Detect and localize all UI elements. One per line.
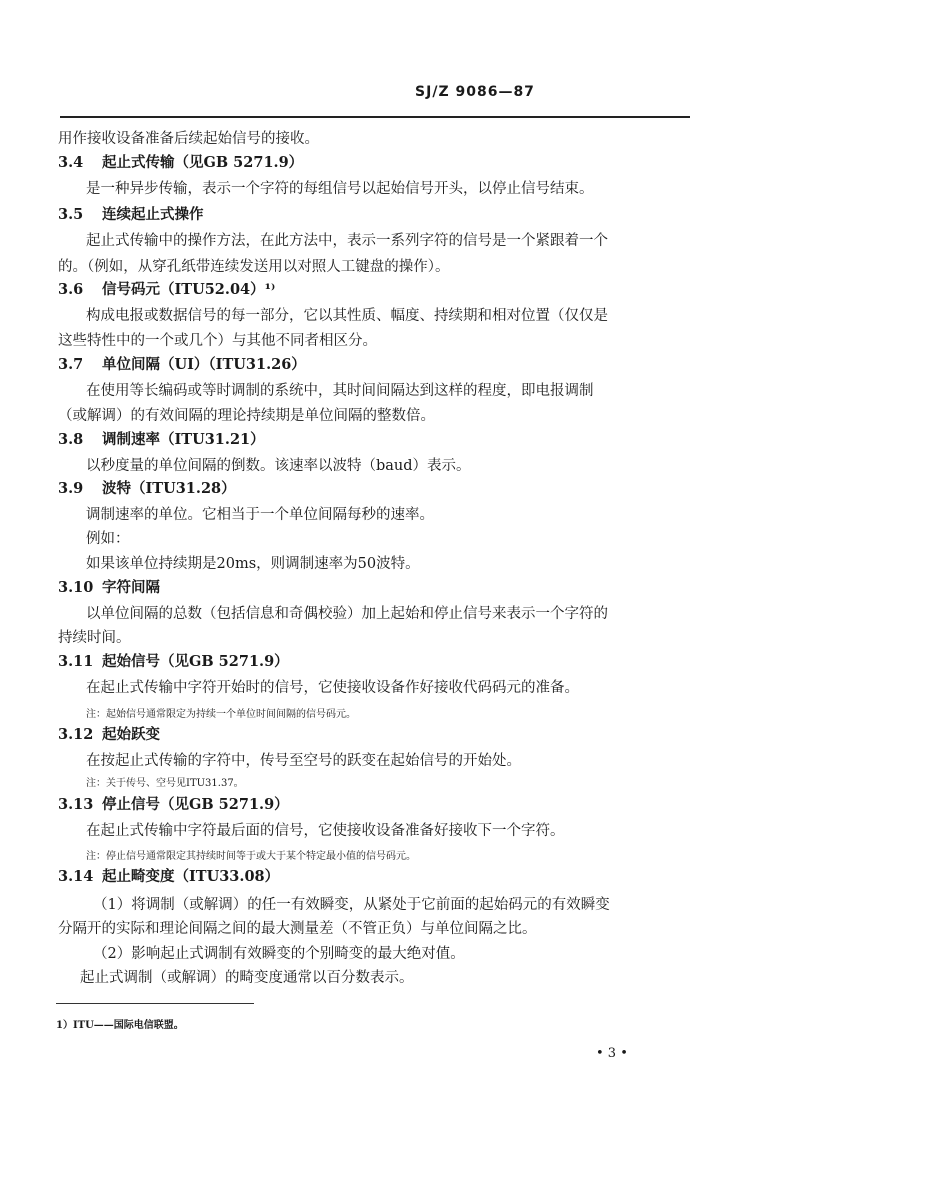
body-line: 调制速率的单位。它相当于一个单位间隔每秒的速率。: [86, 507, 434, 523]
body-line: 构成电报或数据信号的每一部分，它以其性质、幅度、持续期和相对位置（仅仅是: [86, 308, 608, 324]
note-line: 注：起始信号通常限定为持续一个单位时间间隔的信号码元。: [86, 709, 356, 720]
body-line: 是一种异步传输，表示一个字符的每组信号以起始信号开头，以停止信号结束。: [86, 181, 594, 197]
standard-code-header: SJ/Z 9086—87: [415, 84, 535, 100]
section-title: 起止式传输（见GB 5271.9）: [102, 154, 304, 171]
body-line: 在起止式传输中字符最后面的信号，它使接收设备准备好接收下一个字符。: [86, 823, 565, 839]
body-line: （2）影响起止式调制有效瞬变的个别畸变的最大绝对值。: [93, 946, 465, 962]
note-line: 注：关于传号、空号见ITU31.37。: [86, 778, 244, 789]
section-title: 停止信号（见GB 5271.9）: [102, 796, 289, 813]
section-heading-3-4: [58, 153, 303, 173]
section-title: 波特（ITU31.28）: [102, 480, 236, 497]
body-line: 起止式调制（或解调）的畸变度通常以百分数表示。: [80, 970, 414, 986]
section-heading-3-13: [58, 795, 289, 815]
section-heading-3-10: [58, 578, 160, 598]
section-title: 连续起止式操作: [102, 206, 204, 223]
section-number: 3.10: [58, 579, 94, 596]
page-number: • 3 •: [596, 1046, 628, 1061]
section-title: 字符间隔: [102, 579, 160, 596]
section-heading-3-14: [58, 867, 279, 887]
body-line: 持续时间。: [58, 630, 131, 646]
section-number: 3.14: [58, 868, 94, 885]
section-number: 3.4: [58, 154, 84, 171]
section-heading-3-9: [58, 479, 236, 499]
section-number: 3.11: [58, 653, 94, 670]
section-heading-3-11: [58, 652, 289, 672]
section-title: 单位间隔（UI）（ITU31.26）: [102, 356, 306, 373]
section-heading-3-7: [58, 355, 306, 375]
section-number: 3.6: [58, 281, 84, 298]
section-title: 信号码元（ITU52.04）¹⁾: [102, 281, 276, 298]
body-line: 起止式传输中的操作方法，在此方法中，表示一系列字符的信号是一个紧跟着一个: [86, 233, 608, 249]
body-line: 在起止式传输中字符开始时的信号，它使接收设备作好接收代码码元的准备。: [86, 680, 579, 696]
section-number: 3.12: [58, 726, 94, 743]
body-line: 分隔开的实际和理论间隔之间的最大测量差（不管正负）与单位间隔之比。: [58, 921, 537, 937]
section-title: 起始信号（见GB 5271.9）: [102, 653, 289, 670]
footnote: 1）ITU——国际电信联盟。: [56, 1020, 184, 1031]
body-line: 用作接收设备准备后续起始信号的接收。: [58, 131, 319, 147]
body-line: 在使用等长编码或等时调制的系统中，其时间间隔达到这样的程度，即电报调制: [86, 383, 594, 399]
section-title: 调制速率（ITU31.21）: [102, 431, 265, 448]
section-number: 3.8: [58, 431, 84, 448]
section-number: 3.5: [58, 206, 84, 223]
section-heading-3-8: [58, 430, 265, 450]
body-line: 以秒度量的单位间隔的倒数。该速率以波特（baud）表示。: [86, 458, 471, 474]
body-line: 以单位间隔的总数（包括信息和奇偶校验）加上起始和停止信号来表示一个字符的: [86, 606, 608, 622]
body-line: 这些特性中的一个或几个）与其他不同者相区分。: [58, 333, 377, 349]
header-rule: [60, 116, 690, 118]
note-line: 注：停止信号通常限定其持续时间等于或大于某个特定最小值的信号码元。: [86, 851, 416, 862]
section-heading-3-6: [58, 280, 275, 300]
body-line: （或解调）的有效间隔的理论持续期是单位间隔的整数倍。: [58, 408, 435, 424]
body-line: 在按起止式传输的字符中，传号至空号的跃变在起始信号的开始处。: [86, 753, 521, 769]
section-number: 3.9: [58, 480, 84, 497]
section-title: 起止畸变度（ITU33.08）: [102, 868, 280, 885]
section-number: 3.7: [58, 356, 84, 373]
section-title: 起始跃变: [102, 726, 160, 743]
body-line: 例如：: [86, 531, 130, 547]
body-line: 如果该单位持续期是20ms，则调制速率为50波特。: [86, 556, 420, 572]
section-heading-3-12: [58, 725, 160, 745]
body-line: （1）将调制（或解调）的任一有效瞬变，从紧处于它前面的起始码元的有效瞬变: [93, 897, 610, 913]
body-line: 的。（例如，从穿孔纸带连续发送用以对照人工键盘的操作）。: [58, 259, 450, 275]
footnote-rule: [56, 1003, 254, 1004]
section-number: 3.13: [58, 796, 94, 813]
section-heading-3-5: [58, 205, 204, 225]
